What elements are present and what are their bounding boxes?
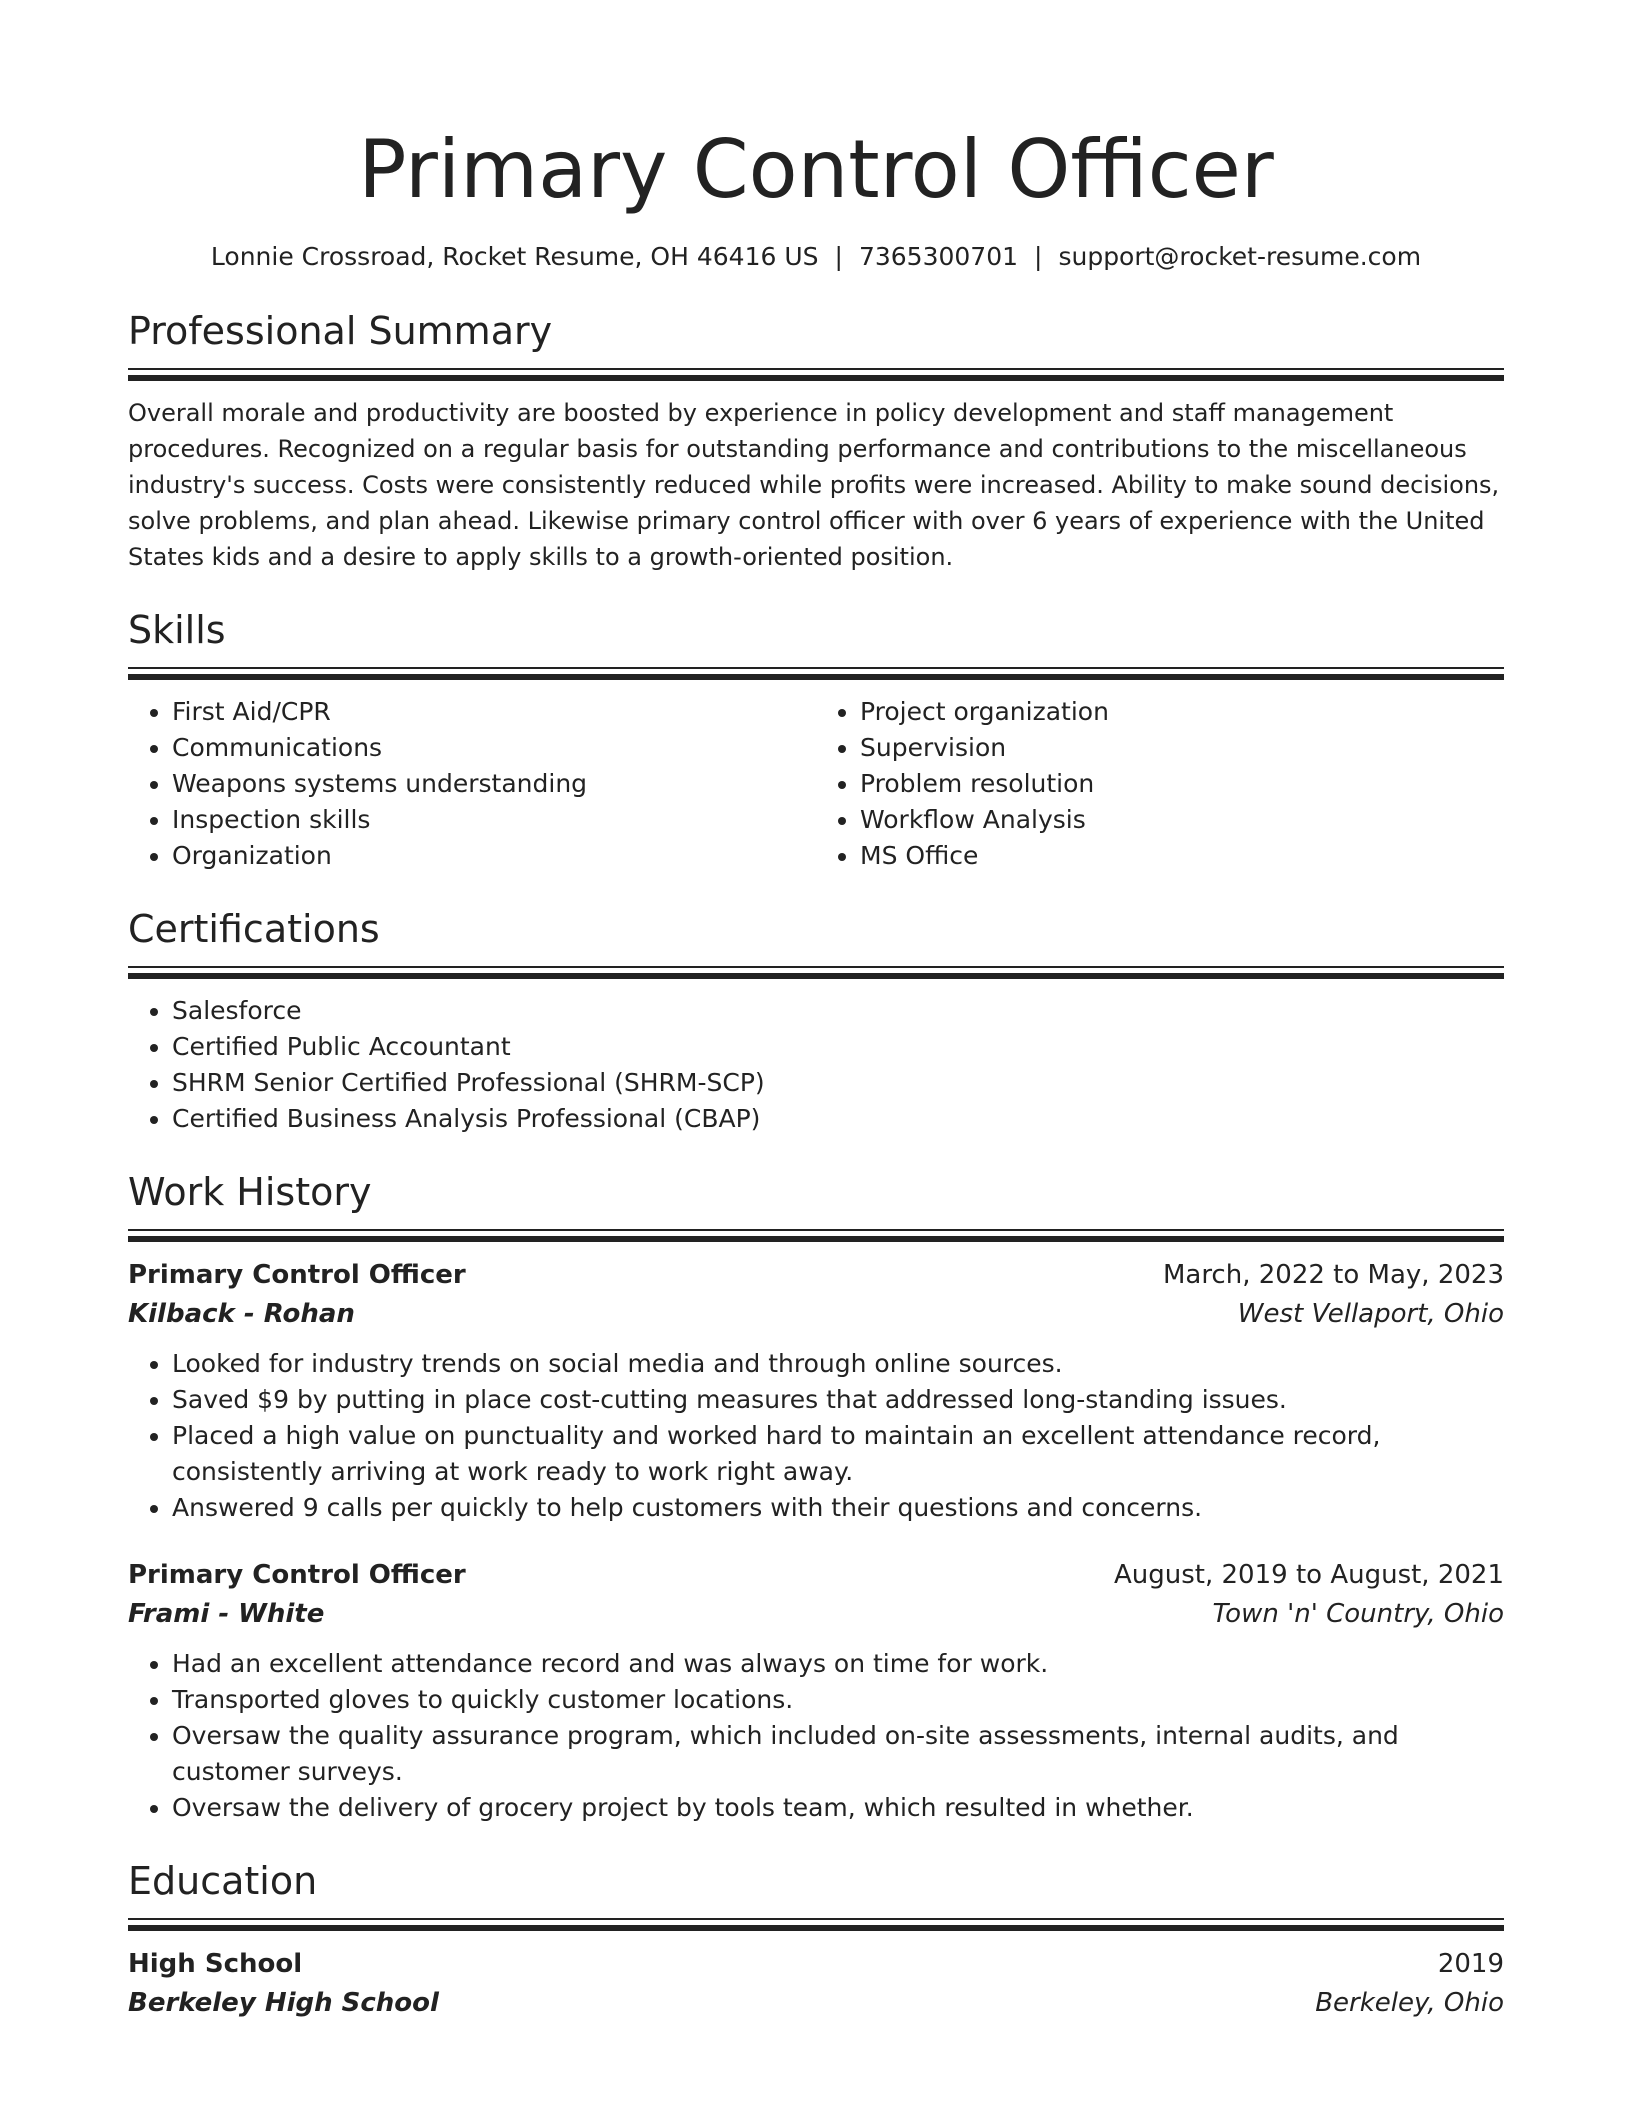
job-header-row (128, 1256, 1504, 1294)
skill-item: • MS Office (860, 838, 1504, 874)
job-subheader-row (128, 1294, 1504, 1334)
section-divider (128, 1918, 1504, 1931)
section-title-skills: Skills (128, 608, 226, 652)
education-subheader-row (128, 1983, 1504, 2023)
job-bullet-list (128, 1646, 1504, 1826)
contact-separator: | (1034, 242, 1043, 271)
education-location: Berkeley, Ohio (1315, 1988, 1504, 2018)
education-year: 2019 (1437, 1949, 1504, 1979)
education-header-row (128, 1945, 1504, 1983)
section-title-education: Education (128, 1859, 318, 1903)
certifications-list (128, 993, 1504, 1137)
contact-line (128, 240, 1504, 274)
job-company: Kilback - Rohan (128, 1299, 355, 1329)
job-subheader-row (128, 1594, 1504, 1634)
job-bullet: • Answered 9 calls per quickly to help customers with their questions and concerns. (172, 1490, 1504, 1526)
job-dates: March, 2022 to May, 2023 (1162, 1260, 1504, 1290)
skill-item: • Inspection skills (172, 802, 816, 838)
certification-item: • Certified Public Accountant (172, 1029, 1504, 1065)
job-bullet: • Looked for industry trends on social media and through online sources. (172, 1346, 1504, 1382)
skills-section (128, 605, 1504, 874)
work-history-section (128, 1167, 1504, 1826)
summary-text: Overall morale and productivity are boosted by experience in policy development and staff management procedures. Recognized on a regular basis for outstanding performance and contributions to the miscellaneous industry's success. Costs were consistently reduced while profits were increased. Ability to make sound decisions, solve problems, and plan ahead. Likewise primary control officer with over 6 years of experience with the United States kids and a desire to apply skills to a growth-oriented position. (128, 399, 1500, 571)
resume-name: Primary Control Officer (358, 123, 1274, 216)
contact-email: support@rocket-resume.com (1058, 242, 1422, 271)
job-bullet: • Placed a high value on punctuality and worked hard to maintain an excellent attendance record, consistently arriving at work ready to work right away. (172, 1418, 1504, 1490)
job-dates: August, 2019 to August, 2021 (1114, 1560, 1504, 1590)
skill-item: • Communications (172, 730, 816, 766)
skill-item: • Workflow Analysis (860, 802, 1504, 838)
education-degree: High School (128, 1949, 303, 1979)
job-bullet: • Oversaw the delivery of grocery project by tools team, which resulted in whether. (172, 1790, 1504, 1826)
certifications-section (128, 904, 1504, 1137)
certification-item: • Certified Business Analysis Professional (CBAP) (172, 1101, 1504, 1137)
section-divider (128, 966, 1504, 979)
education-school: Berkeley High School (128, 1988, 439, 2018)
resume-page (128, 0, 1504, 2023)
job-title: Primary Control Officer (128, 1560, 466, 1590)
certification-item: • SHRM Senior Certified Professional (SHRM-SCP) (172, 1065, 1504, 1101)
skill-item: • Supervision (860, 730, 1504, 766)
skill-item: • Weapons systems understanding (172, 766, 816, 802)
section-title-work-history: Work History (128, 1170, 372, 1214)
education-entry (128, 1945, 1504, 2023)
contact-separator: | (834, 242, 843, 271)
education-section (128, 1856, 1504, 2023)
job-company: Frami - White (128, 1599, 325, 1629)
skill-item: • Problem resolution (860, 766, 1504, 802)
job-header-row (128, 1556, 1504, 1594)
section-divider (128, 667, 1504, 680)
job-bullet-list (128, 1346, 1504, 1526)
skills-column-left (128, 694, 816, 874)
section-divider (128, 368, 1504, 381)
certification-item: • Salesforce (172, 993, 1504, 1029)
job-location: West Vellaport, Ohio (1237, 1299, 1504, 1329)
contact-address: Lonnie Crossroad, Rocket Resume, OH 46416 US (210, 242, 819, 271)
job-title: Primary Control Officer (128, 1260, 466, 1290)
section-title-certifications: Certifications (128, 907, 380, 951)
skills-grid (128, 694, 1504, 874)
job-location: Town 'n' Country, Ohio (1212, 1599, 1504, 1629)
job-bullet: • Transported gloves to quickly customer locations. (172, 1682, 1504, 1718)
skills-column-right (816, 694, 1504, 874)
summary-section (128, 306, 1504, 575)
job-bullet: • Had an excellent attendance record and was always on time for work. (172, 1646, 1504, 1682)
job-bullet: • Oversaw the quality assurance program, which included on-site assessments, internal audits, and customer surveys. (172, 1718, 1504, 1790)
section-divider (128, 1229, 1504, 1242)
skill-item: • Project organization (860, 694, 1504, 730)
job-bullet: • Saved $9 by putting in place cost-cutting measures that addressed long-standing issues. (172, 1382, 1504, 1418)
skill-item: • First Aid/CPR (172, 694, 816, 730)
job-entry (128, 1256, 1504, 1526)
section-title-summary: Professional Summary (128, 309, 553, 353)
contact-phone: 7365300701 (858, 242, 1019, 271)
skill-item: • Organization (172, 838, 816, 874)
job-entry (128, 1556, 1504, 1826)
